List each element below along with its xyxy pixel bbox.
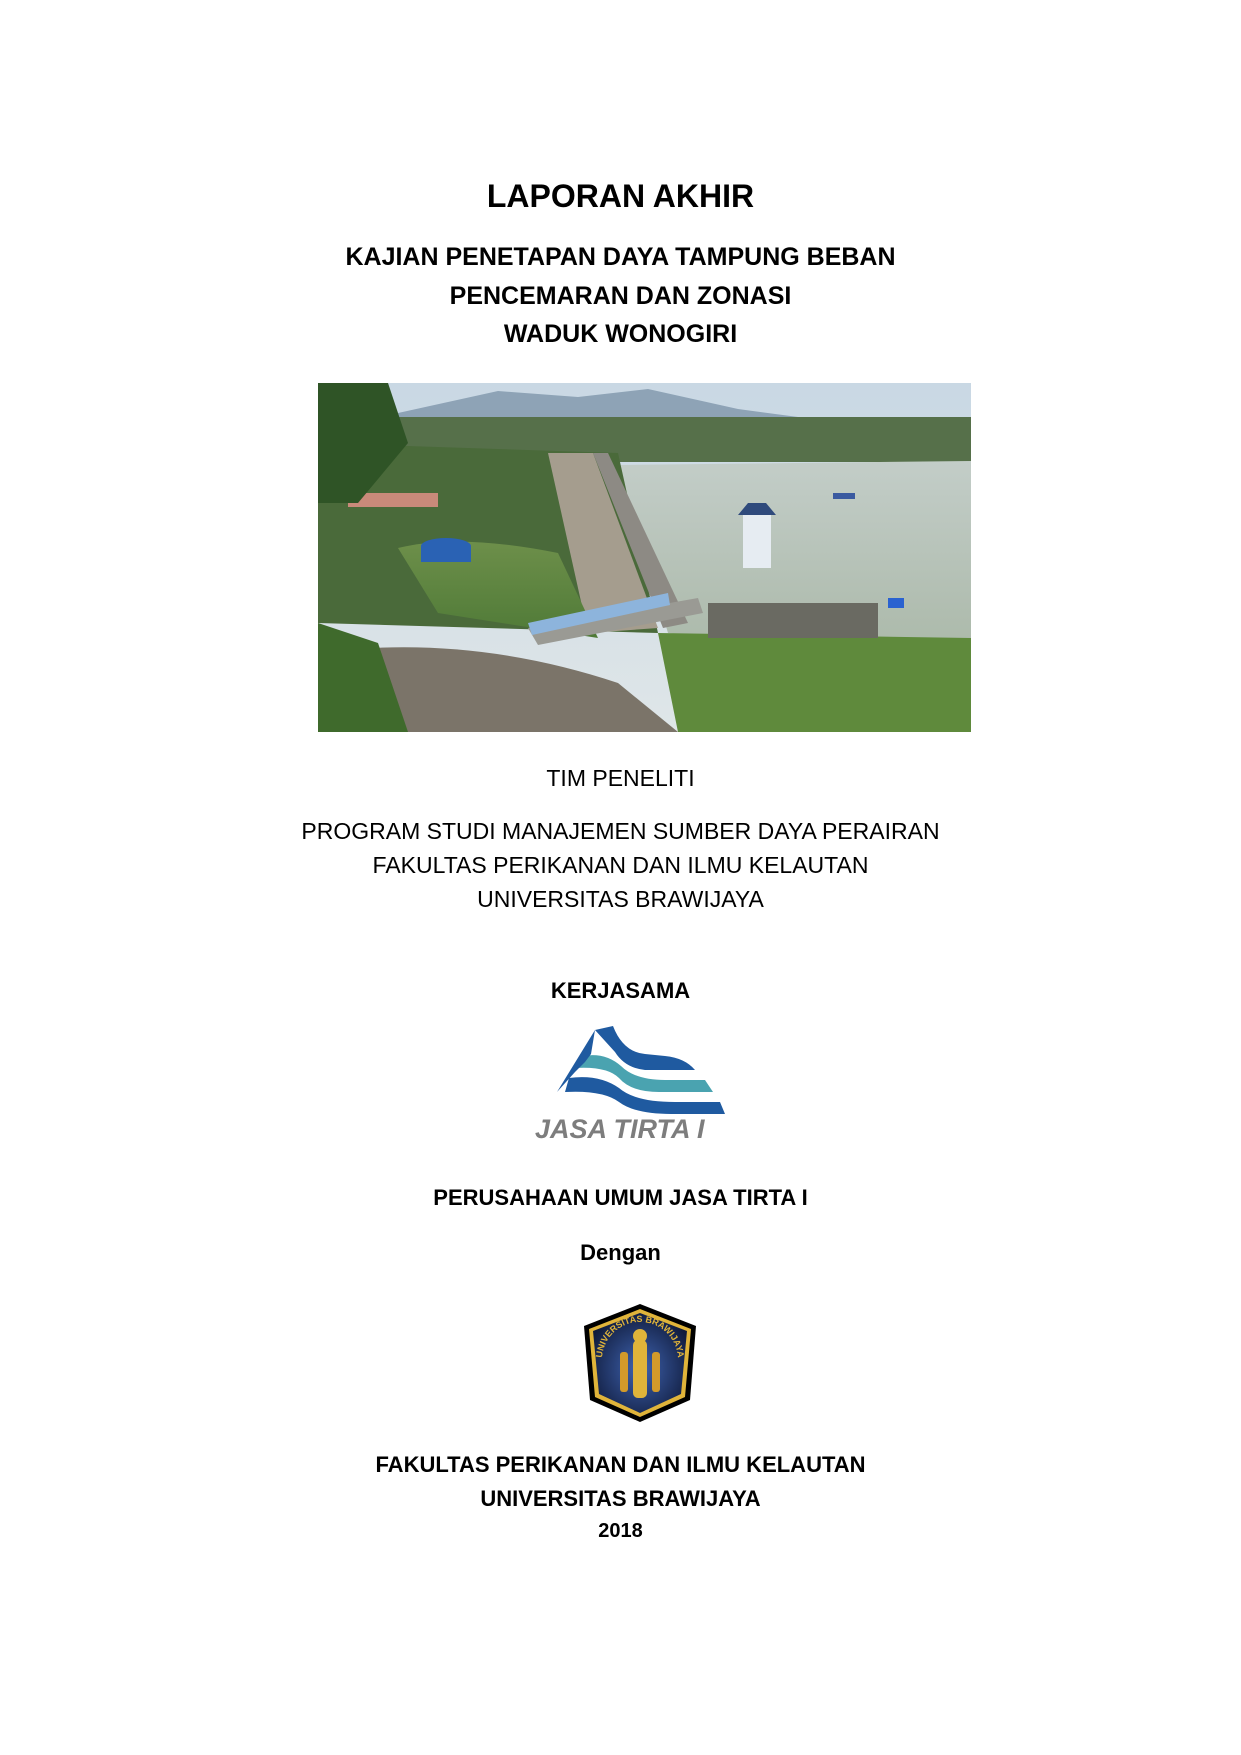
footer-year: 2018 — [598, 1520, 643, 1542]
subtitle-line-3: WADUK WONOGIRI — [503, 320, 738, 348]
cover-photo — [318, 383, 971, 732]
with-label: Dengan — [580, 1240, 661, 1265]
subtitle-line-1: KAJIAN PENETAPAN DAYA TAMPUNG BEBAN — [345, 243, 896, 271]
svg-text:UNIVERSITAS BRAWIJAYA: UNIVERSITAS BRAWIJAYA — [594, 1313, 686, 1359]
svg-text:JASA TIRTA I: JASA TIRTA I — [535, 1114, 705, 1142]
footer-line-2: UNIVERSITAS BRAWIJAYA — [480, 1486, 761, 1511]
team-line-3: UNIVERSITAS BRAWIJAYA — [477, 886, 764, 912]
partner-name: PERUSAHAAN UMUM JASA TIRTA I — [433, 1185, 808, 1210]
cooperation-label: KERJASAMA — [550, 978, 691, 1003]
team-label: TIM PENELITI — [546, 765, 695, 791]
team-line-2: FAKULTAS PERIKANAN DAN ILMU KELAUTAN — [372, 852, 869, 878]
jasa-tirta-logo — [535, 1022, 725, 1142]
ub-shield-icon — [578, 1300, 703, 1425]
dam-photo-illustration — [318, 383, 971, 732]
report-title: LAPORAN AKHIR — [486, 178, 755, 214]
universitas-brawijaya-emblem — [578, 1300, 703, 1425]
subtitle-line-2: PENCEMARAN DAN ZONASI — [449, 282, 792, 310]
jasa-tirta-wave-icon — [535, 1022, 725, 1142]
team-line-1: PROGRAM STUDI MANAJEMEN SUMBER DAYA PERAIRAN — [301, 818, 940, 844]
footer-line-1: FAKULTAS PERIKANAN DAN ILMU KELAUTAN — [375, 1452, 866, 1477]
